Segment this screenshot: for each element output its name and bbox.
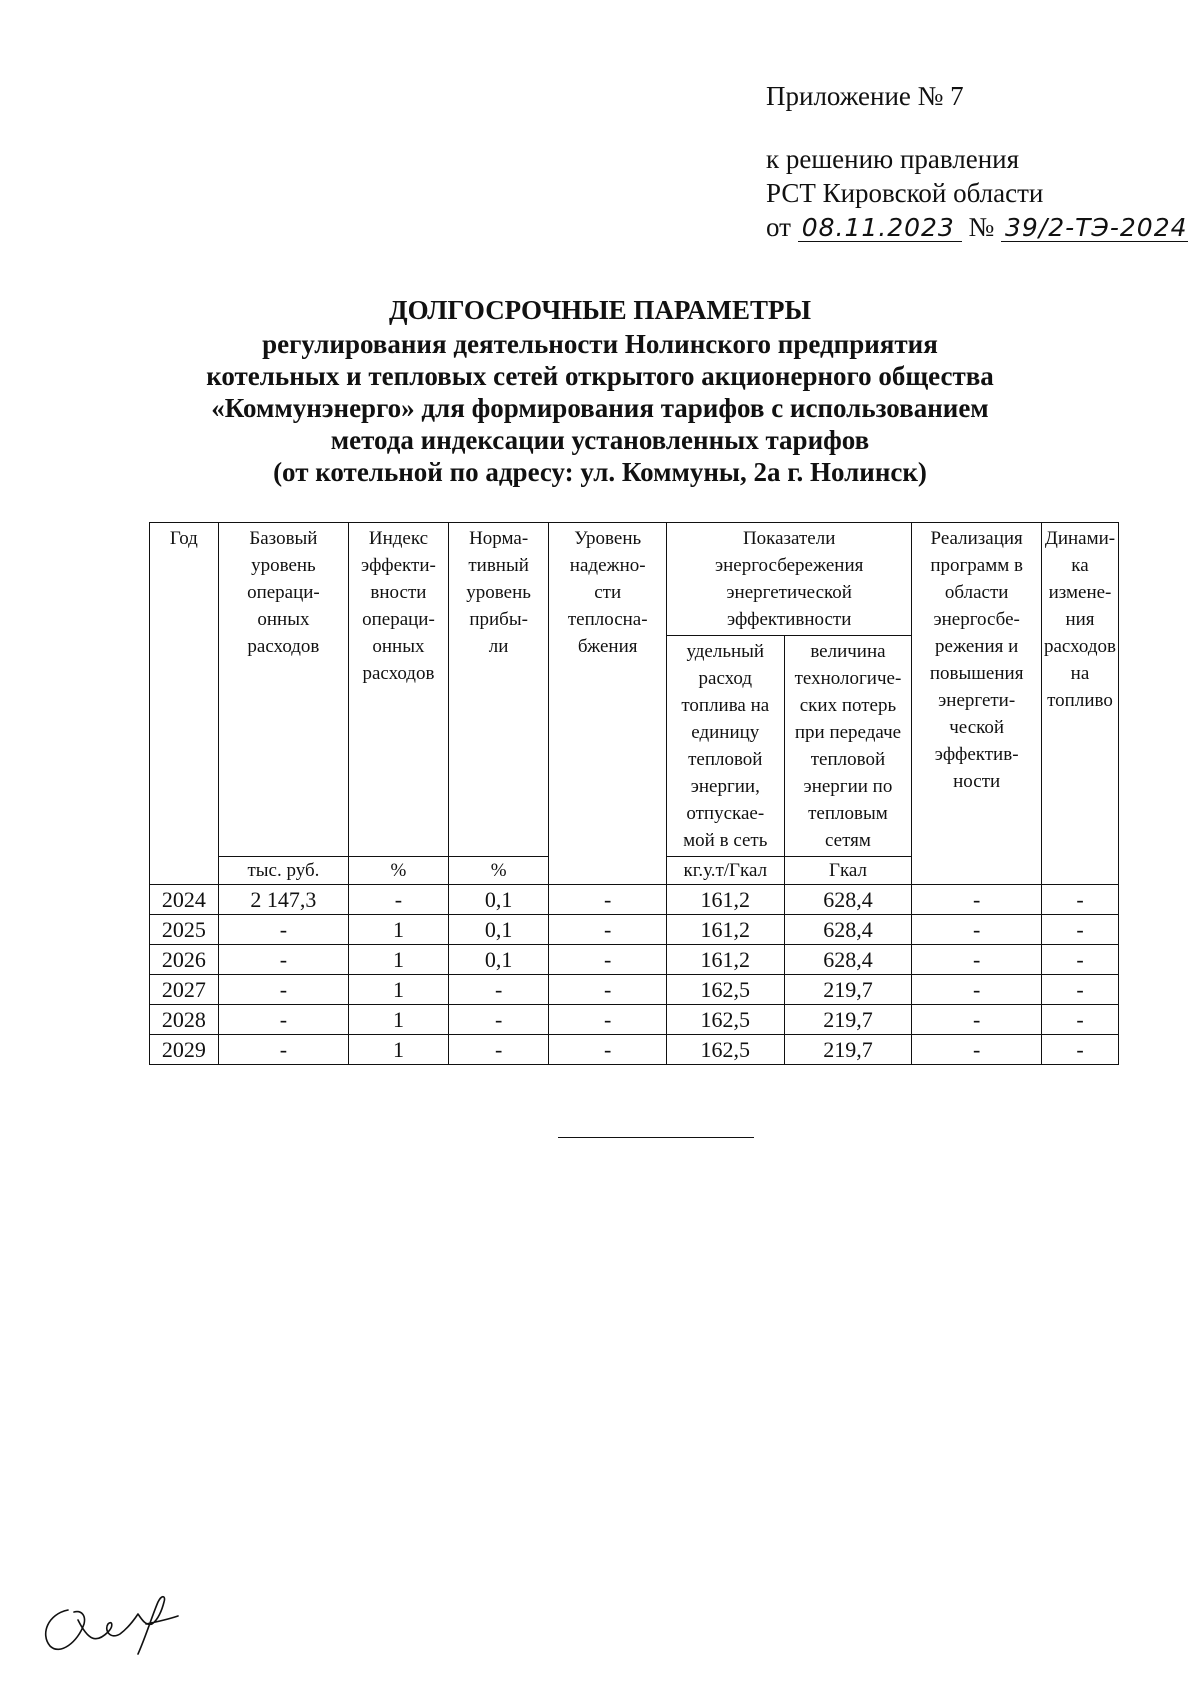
table-row [150, 945, 1119, 975]
unit-fuel-consumption: кг.у.т/Гкал [667, 857, 785, 885]
header-profit-level: Норма- тивный уровень прибы- ли [448, 523, 549, 857]
cell-efficiency-index: 1 [349, 945, 449, 975]
header-row-1 [150, 523, 1119, 636]
cell-year: 2028 [150, 1005, 219, 1035]
cell-year: 2026 [150, 945, 219, 975]
cell-efficiency-index: 1 [349, 1005, 449, 1035]
cell-fuel-dynamics: - [1041, 975, 1118, 1005]
cell-reliability: - [549, 1035, 667, 1065]
cell-reliability: - [549, 885, 667, 915]
cell-profit-level: 0,1 [448, 885, 549, 915]
document-title [0, 294, 1200, 488]
decision-line-2: РСТ Кировской области [766, 178, 1044, 208]
decision-reference [766, 142, 1188, 244]
cell-heat-losses: 628,4 [784, 885, 912, 915]
cell-reliability: - [549, 915, 667, 945]
header-programs: Реализация программ в области энергосбе- режения и повышения энергети- ческой эффектив- ности [912, 523, 1042, 885]
table-row [150, 1035, 1119, 1065]
cell-heat-losses: 219,7 [784, 1035, 912, 1065]
cell-fuel-consumption: 162,5 [667, 1005, 785, 1035]
cell-year: 2027 [150, 975, 219, 1005]
unit-base-costs: тыс. руб. [218, 857, 348, 885]
cell-programs: - [912, 1005, 1042, 1035]
decision-number: 39/2-ТЭ-2024 [1001, 215, 1188, 242]
cell-fuel-consumption: 161,2 [667, 885, 785, 915]
cell-programs: - [912, 945, 1042, 975]
cell-heat-losses: 628,4 [784, 945, 912, 975]
header-reliability: Уровень надежно- сти теплосна- бжения [549, 523, 667, 885]
decision-line-1: к решению правления [766, 144, 1020, 174]
cell-year: 2024 [150, 885, 219, 915]
cell-programs: - [912, 885, 1042, 915]
cell-efficiency-index: 1 [349, 1035, 449, 1065]
table-row [150, 975, 1119, 1005]
cell-programs: - [912, 975, 1042, 1005]
appendix-label: Приложение № 7 [766, 81, 964, 111]
header-base-costs: Базовый уровень операци- онных расходов [218, 523, 348, 857]
end-rule [558, 1137, 754, 1138]
cell-base-costs: - [218, 1005, 348, 1035]
cell-fuel-dynamics: - [1041, 1005, 1118, 1035]
cell-fuel-dynamics: - [1041, 915, 1118, 945]
cell-fuel-dynamics: - [1041, 945, 1118, 975]
cell-heat-losses: 628,4 [784, 915, 912, 945]
cell-profit-level: 0,1 [448, 915, 549, 945]
cell-profit-level: - [448, 1005, 549, 1035]
cell-reliability: - [549, 945, 667, 975]
cell-efficiency-index: - [349, 885, 449, 915]
header-efficiency-index: Индекс эффекти- вности операци- онных расходов [349, 523, 449, 857]
cell-programs: - [912, 915, 1042, 945]
cell-base-costs: - [218, 945, 348, 975]
unit-heat-losses: Гкал [784, 857, 912, 885]
table-row [150, 915, 1119, 945]
parameters-table [149, 522, 1119, 1065]
title-line-6: (от котельной по адресу: ул. Коммуны, 2а г. Нолинск) [273, 457, 927, 487]
cell-profit-level: 0,1 [448, 945, 549, 975]
header-fuel-dynamics: Динами- ка измене- ния расходов на топливо [1041, 523, 1118, 885]
header-year: Год [150, 523, 219, 885]
title-line-2: регулирования деятельности Нолинского предприятия [262, 329, 938, 359]
cell-heat-losses: 219,7 [784, 975, 912, 1005]
cell-profit-level: - [448, 975, 549, 1005]
cell-fuel-dynamics: - [1041, 885, 1118, 915]
cell-reliability: - [549, 1005, 667, 1035]
unit-profit-level: % [448, 857, 549, 885]
unit-efficiency-index: % [349, 857, 449, 885]
cell-fuel-consumption: 162,5 [667, 1035, 785, 1065]
decision-date: 08.11.2023 [798, 215, 962, 242]
title-line-4: «Коммунэнерго» для формирования тарифов с использованием [211, 393, 989, 423]
cell-heat-losses: 219,7 [784, 1005, 912, 1035]
number-prefix: № [968, 212, 995, 242]
title-line-5: метода индексации установленных тарифов [330, 425, 870, 455]
cell-year: 2029 [150, 1035, 219, 1065]
cell-base-costs: - [218, 975, 348, 1005]
header-heat-losses: величина технологиче- ских потерь при передаче тепловой энергии по тепловым сетям [784, 636, 912, 857]
cell-programs: - [912, 1035, 1042, 1065]
signature [38, 1580, 198, 1660]
header-fuel-consumption: удельный расход топлива на единицу тепловой энергии, отпускае- мой в сеть [667, 636, 785, 857]
date-prefix: от [766, 212, 791, 242]
title-line-1: ДОЛГОСРОЧНЫЕ ПАРАМЕТРЫ [389, 295, 811, 325]
table-row [150, 885, 1119, 915]
cell-efficiency-index: 1 [349, 915, 449, 945]
table-row [150, 1005, 1119, 1035]
title-line-3: котельных и тепловых сетей открытого акционерного общества [206, 361, 994, 391]
cell-base-costs: 2 147,3 [218, 885, 348, 915]
cell-fuel-consumption: 161,2 [667, 945, 785, 975]
cell-fuel-consumption: 162,5 [667, 975, 785, 1005]
cell-reliability: - [549, 975, 667, 1005]
cell-fuel-dynamics: - [1041, 1035, 1118, 1065]
cell-fuel-consumption: 161,2 [667, 915, 785, 945]
cell-base-costs: - [218, 1035, 348, 1065]
cell-year: 2025 [150, 915, 219, 945]
decision-line-3 [766, 210, 1188, 244]
header-energy-indicators: Показатели энергосбережения энергетической эффективности [667, 523, 912, 636]
cell-base-costs: - [218, 915, 348, 945]
cell-profit-level: - [448, 1035, 549, 1065]
cell-efficiency-index: 1 [349, 975, 449, 1005]
